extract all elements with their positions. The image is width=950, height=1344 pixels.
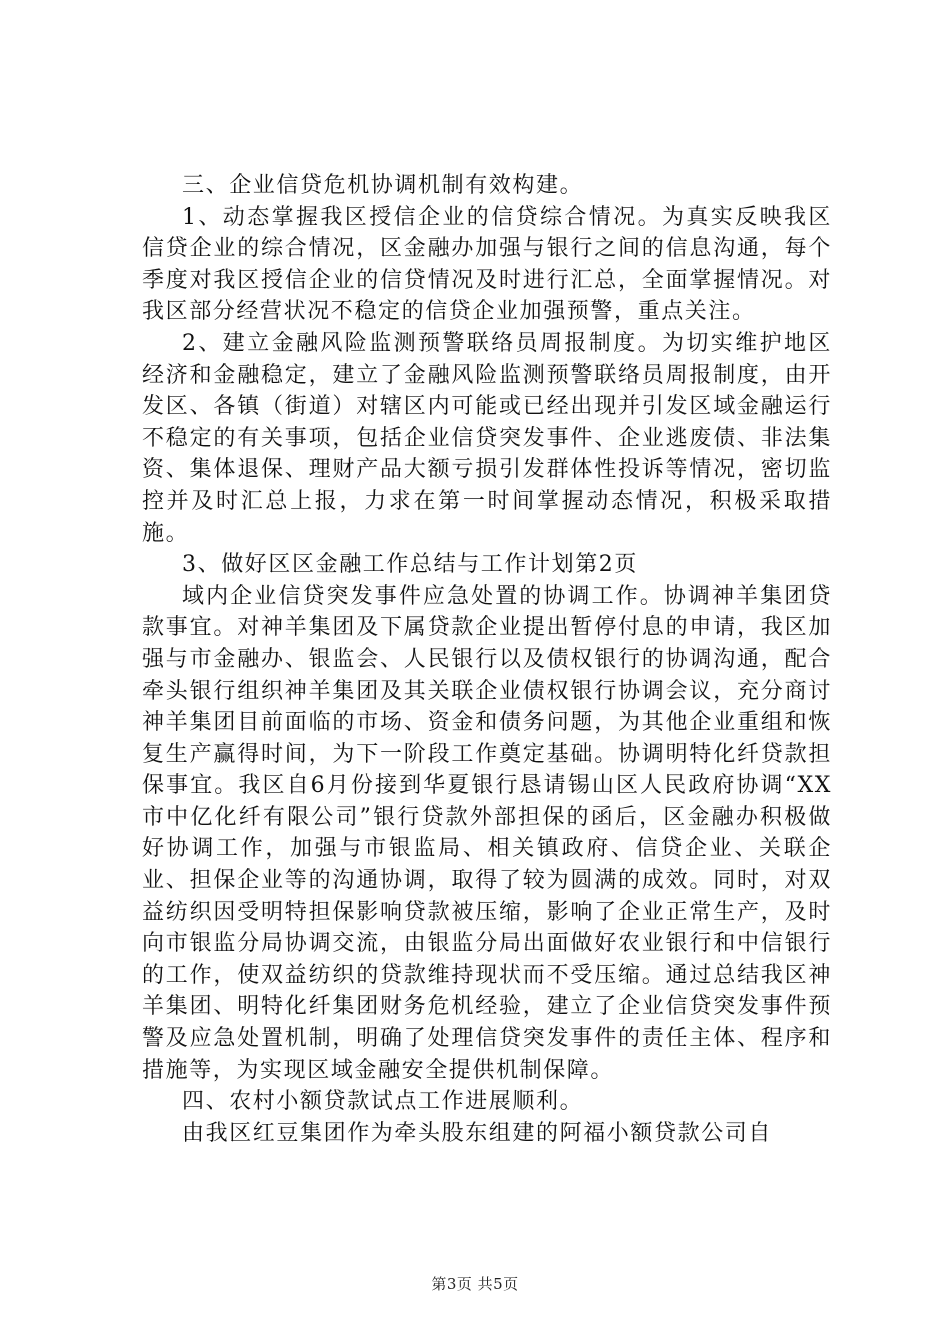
paragraph-crisis-coordination: 域内企业信贷突发事件应急处置的协调工作。协调神羊集团贷款事宜。对神羊集团及下属贷款企业提出暂停付息的申请，我区加强与市金融办、银监会、人民银行以及债权银行的协调沟通，配合牵头银行组织神羊集团及其关联企业债权银行协调会议，充分商讨神羊集团目前面临的市场、资金和债务问题，为其他企业重组和恢复生产赢得时间，为下一阶段工作奠定基础。协调明特化纤贷款担保事宜。我区自6月份接到华夏银行恳请锡山区人民政府协调“XX市中亿化纤有限公司”银行贷款外部担保的函后，区金融办积极做好协调工作，加强与市银监局、相关镇政府、信贷企业、关联企业、担保企业等的沟通协调，取得了较为圆满的成效。同时，对双益纺织因受明特担保影响贷款被压缩，影响了企业正常生产，及时向市银监分局协调交流，由银监分局出面做好农业银行和中信银行的工作，使双益纺织的贷款维持现状而不受压缩。通过总结我区神羊集团、明特化纤集团财务危机经验，建立了企业信贷突发事件预警及应急处置机制，明确了处理信贷突发事件的责任主体、程序和措施等，为实现区域金融安全提供机制保障。 [142,583,832,1083]
section-heading-3: 三、企业信贷危机协调机制有效构建。 [182,173,584,198]
document-body [142,170,832,1149]
page-number-footer: 第3页 共5页 [431,1275,519,1293]
paragraph-microloan: 由我区红豆集团作为牵头股东组建的阿福小额贷款公司自 [182,1120,773,1146]
paragraph-credit-monitoring: 1、动态掌握我区授信企业的信贷综合情况。为真实反映我区信贷企业的综合情况，区金融办加强与银行之间的信息沟通，每个季度对我区授信企业的信贷情况及时进行汇总，全面掌握情况。对我区部分经营状况不稳定的信贷企业加强预警，重点关注。 [142,204,832,325]
paragraph-item-3-heading: 3、做好区区金融工作总结与工作计划第2页 [182,552,638,578]
paragraph-risk-reporting: 2、建立金融风险监测预警联络员周报制度。为切实维护地区经济和金融稳定，建立了金融风险监测预警联络员周报制度，由开发区、各镇（街道）对辖区内可能或已经出现并引发区域金融运行不稳定的有关事项，包括企业信贷突发事件、企业逃废债、非法集资、集体退保、理财产品大额亏损引发群体性投诉等情况，密切监控并及时汇总上报，力求在第一时间掌握动态情况，积极采取措施。 [142,330,832,546]
section-heading-4: 四、农村小额贷款试点工作进展顺利。 [182,1089,584,1115]
